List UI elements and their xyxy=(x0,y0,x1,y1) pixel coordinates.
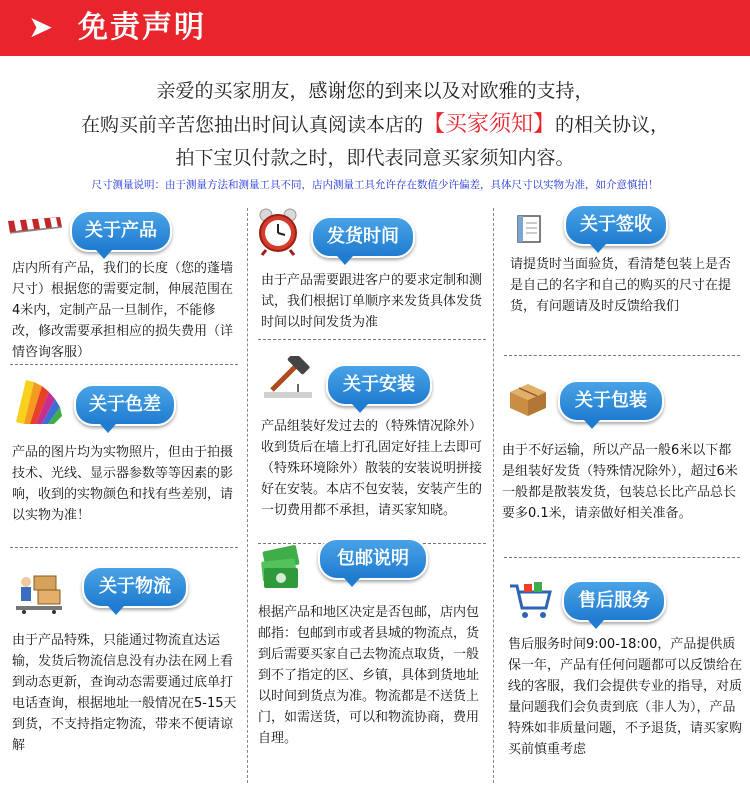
arrow-icon: ➤ xyxy=(28,10,54,45)
section-text-receipt: 请提货时当面验货，看清楚包装上是否是自己的名字和自己的购买的尺寸在提货，有问题请及时反馈给我们 xyxy=(510,257,732,314)
section-text-after-sales: 售后服务时间9:00-18:00，产品提供质保一年，产品有任何问题都可以反馈给在线的客服，我们会提供专业的指导，对质量问题我们会负责到底（非人为），产品特殊如非质量问题，不予退货，请买家购买前慎重考虑 xyxy=(508,637,743,757)
section-text-color: 产品的图片均为实物照片，但由于拍摄技术、光线、显示器参数等等因素的影响，收到的实物颜色和找有些差别，请以实物为准！ xyxy=(12,445,234,523)
page-title: 免责声明 xyxy=(78,10,206,45)
section-title-after-sales: 售后服务 xyxy=(562,580,666,622)
intro-line-1: 亲爱的买家朋友，感谢您的到来以及对欧雅的支持， xyxy=(156,80,594,102)
row-divider xyxy=(258,339,486,340)
section-title-install: 关于安装 xyxy=(326,364,432,406)
buyer-notice-highlight: 【买家须知】 xyxy=(422,112,555,137)
header-bar xyxy=(0,0,750,56)
intro-line-3: 拍下宝贝付款之时，即代表同意买家须知内容。 xyxy=(175,147,575,169)
alarm-clock-icon xyxy=(256,206,300,260)
hammer-icon xyxy=(262,356,314,404)
section-title-color: 关于色差 xyxy=(74,384,176,426)
measurement-note: 尺寸测量说明：由于测量方法和测量工具不同，店内测量工具允许存在数值少许偏差，具体尺寸以实物为准，如介意慎拍！ xyxy=(91,179,659,191)
box-icon xyxy=(506,380,550,422)
column-divider-2 xyxy=(493,208,494,783)
shopping-cart-icon xyxy=(508,580,552,626)
row-divider xyxy=(504,557,740,558)
section-title-receipt: 关于签收 xyxy=(564,204,668,246)
row-divider xyxy=(10,547,238,548)
section-text-logistics: 由于产品特殊，只能通过物流直达运输，发货后物流信息没有办法在网上看到动态更新，查询动态需要通过底单打电话查询，根据地址一般情况在5-15天到货，不支持指定物流，带来不便请谅解 xyxy=(12,633,237,753)
color-swatch-icon xyxy=(12,374,64,430)
section-title-product: 关于产品 xyxy=(70,210,172,252)
row-divider xyxy=(10,364,238,365)
section-title-shipping-time: 发货时间 xyxy=(311,216,415,258)
intro-line-2 xyxy=(0,110,750,140)
section-text-shipping-time: 由于产品需要跟进客户的要求定制和测试，我们根据订单顺序来发货具体发货时间以时间发货为准 xyxy=(261,273,483,330)
awning-icon xyxy=(6,215,64,249)
column-divider-1 xyxy=(247,208,248,783)
section-title-free-shipping: 包邮说明 xyxy=(318,538,428,580)
delivery-icon xyxy=(14,572,66,618)
intro-line-2-post: 的相关协议， xyxy=(555,114,670,136)
section-text-install: 产品组装好发过去的（特殊情况除外）收到货后在墙上打孔固定好挂上去即可（特殊环境除外）散装的安装说明拼接好在安装。本店不包安装，安装产生的一切费用都不承担，请买家知晓。 xyxy=(261,419,483,518)
section-text-free-shipping: 根据产品和地区决定是否包邮，店内包邮指：包邮到市或者县城的物流点，货到后需要买家自己去物流点取货，一般到不了指定的区、乡镇，具体到货地址以时间到货点为准。物流都是不送货上门，如需送货，可以和物流协商，费用自理。 xyxy=(258,605,480,746)
row-divider xyxy=(504,355,740,356)
section-text-product: 店内所有产品，我们的长度（您的蓬墙尺寸）根据您的需要定制，伸展范围在4米内，定制产品一旦制作，不能修改，修改需要承担相应的损失费用（详情咨询客服） xyxy=(12,261,234,360)
intro-line-2-pre: 在购买前辛苦您抽出时间认真阅读本店的 xyxy=(80,114,423,136)
section-text-packing: 由于不好运输，所以产品一般6米以下都是组装好发货（特殊情况除外），超过6米一般都是散装发货，包装总长比产品总长要多0.1米，请亲做好相关准备。 xyxy=(502,443,738,521)
notebook-icon xyxy=(516,214,542,248)
section-title-logistics: 关于物流 xyxy=(82,566,188,608)
section-title-packing: 关于包装 xyxy=(558,380,664,422)
money-icon xyxy=(258,544,304,594)
